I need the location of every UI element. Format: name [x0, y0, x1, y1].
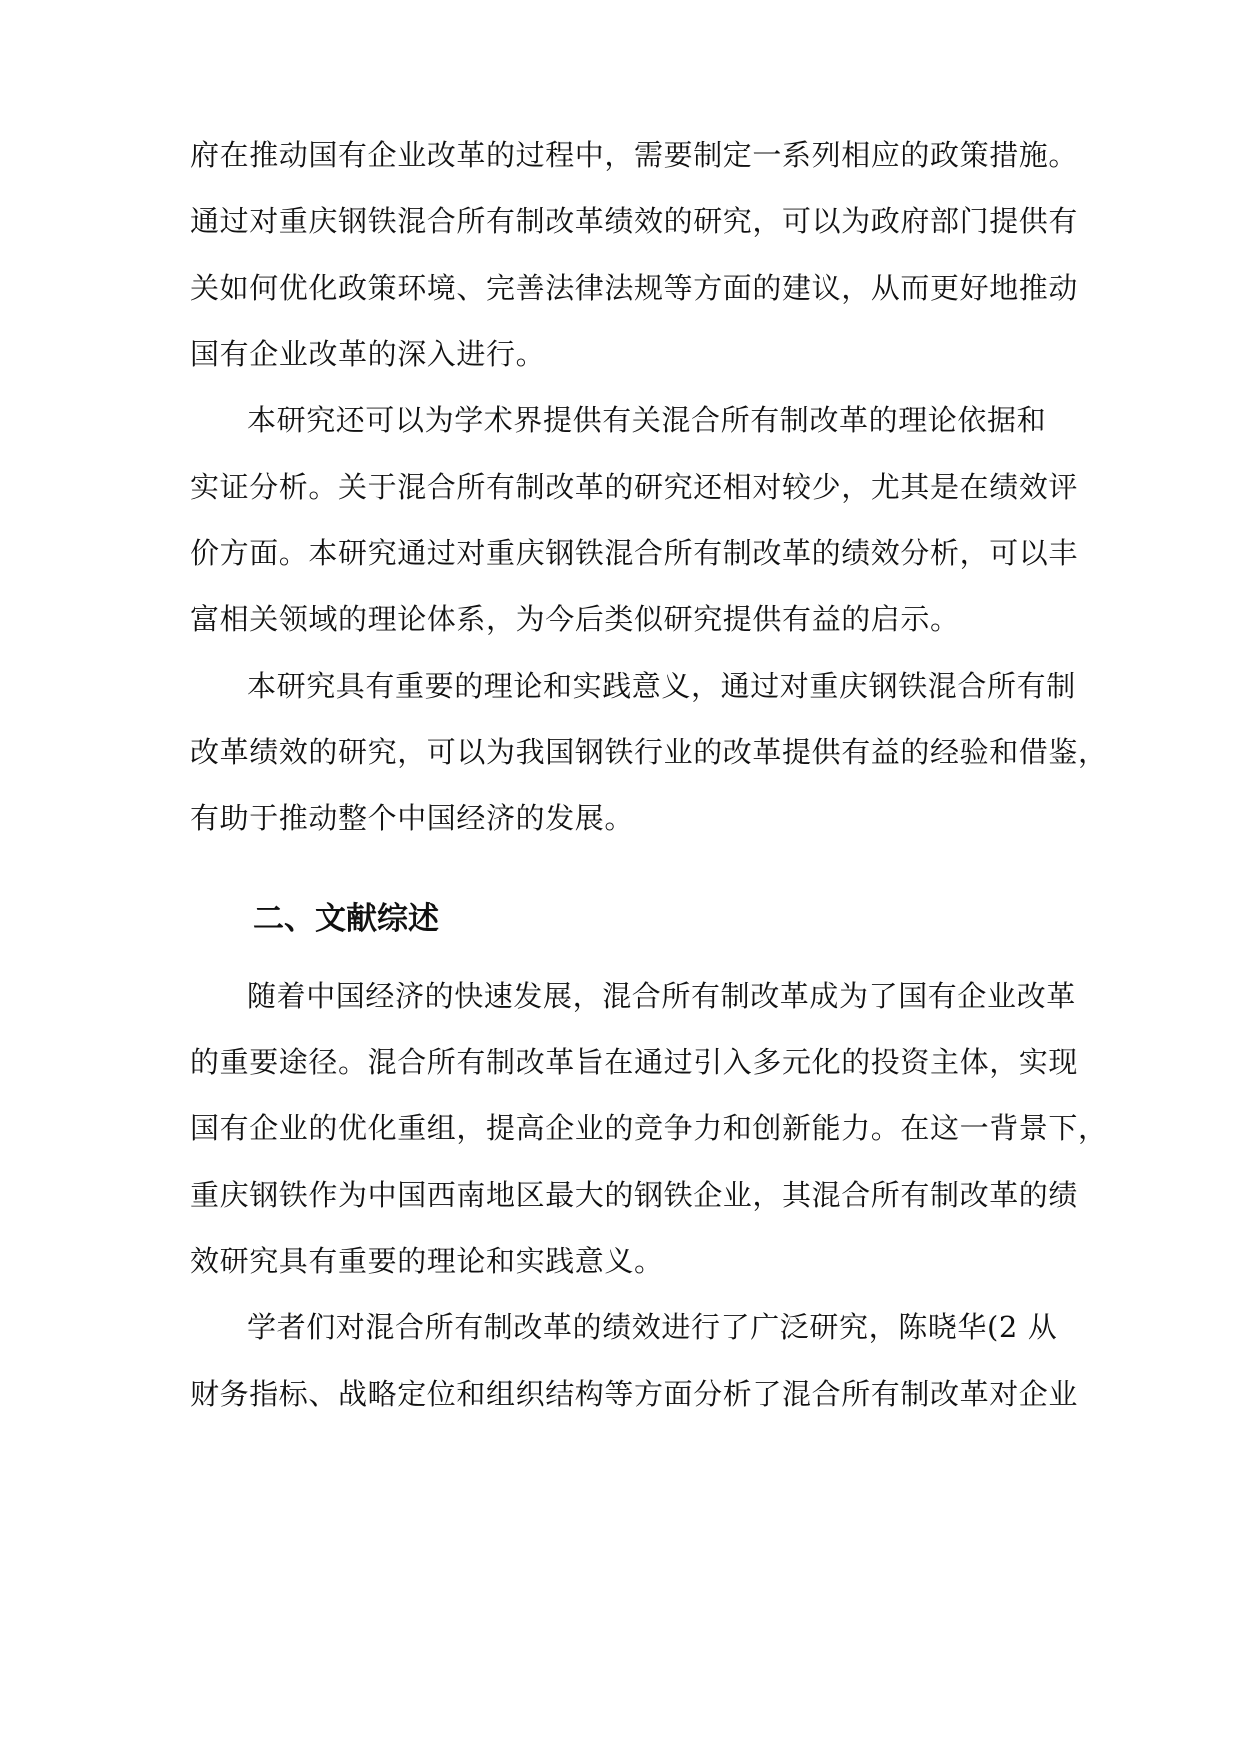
text-line: 国有企业改革的深入进行。: [190, 337, 546, 371]
text-line: 国有企业的优化重组，提高企业的竞争力和创新能力。在这一背景下，: [190, 1111, 1108, 1145]
text-line: 改革绩效的研究，可以为我国钢铁行业的改革提供有益的经验和借鉴，: [190, 735, 1108, 769]
text-line: 关如何优化政策环境、完善法律法规等方面的建议，从而更好地推动: [190, 271, 1079, 305]
text-line: 重庆钢铁作为中国西南地区最大的钢铁企业，其混合所有制改革的绩: [190, 1178, 1079, 1212]
text-line: 本研究具有重要的理论和实践意义，通过对重庆钢铁混合所有制: [247, 669, 1076, 703]
text-line: 价方面。本研究通过对重庆钢铁混合所有制改革的绩效分析，可以丰: [190, 536, 1079, 570]
text-line: 财务指标、战略定位和组织结构等方面分析了混合所有制改革对企业: [190, 1377, 1079, 1411]
text-line: 本研究还可以为学术界提供有关混合所有制改革的理论依据和: [247, 403, 1047, 437]
text-line: 效研究具有重要的理论和实践意义。: [190, 1244, 664, 1278]
text-line: 富相关领域的理论体系，为今后类似研究提供有益的启示。: [190, 602, 960, 636]
text-line: 有助于推动整个中国经济的发展。: [190, 801, 635, 835]
section-heading: 二、文献综述: [253, 901, 439, 937]
text-line: 的重要途径。混合所有制改革旨在通过引入多元化的投资主体，实现: [190, 1045, 1079, 1079]
text-line: 府在推动国有企业改革的过程中，需要制定一系列相应的政策措施。: [190, 138, 1079, 172]
text-line: 学者们对混合所有制改革的绩效进行了广泛研究，陈晓华(2 从: [247, 1310, 1058, 1344]
text-line: 通过对重庆钢铁混合所有制改革绩效的研究，可以为政府部门提供有: [190, 204, 1079, 238]
text-line: 实证分析。关于混合所有制改革的研究还相对较少，尤其是在绩效评: [190, 470, 1079, 504]
text-line: 随着中国经济的快速发展，混合所有制改革成为了国有企业改革: [247, 979, 1076, 1013]
